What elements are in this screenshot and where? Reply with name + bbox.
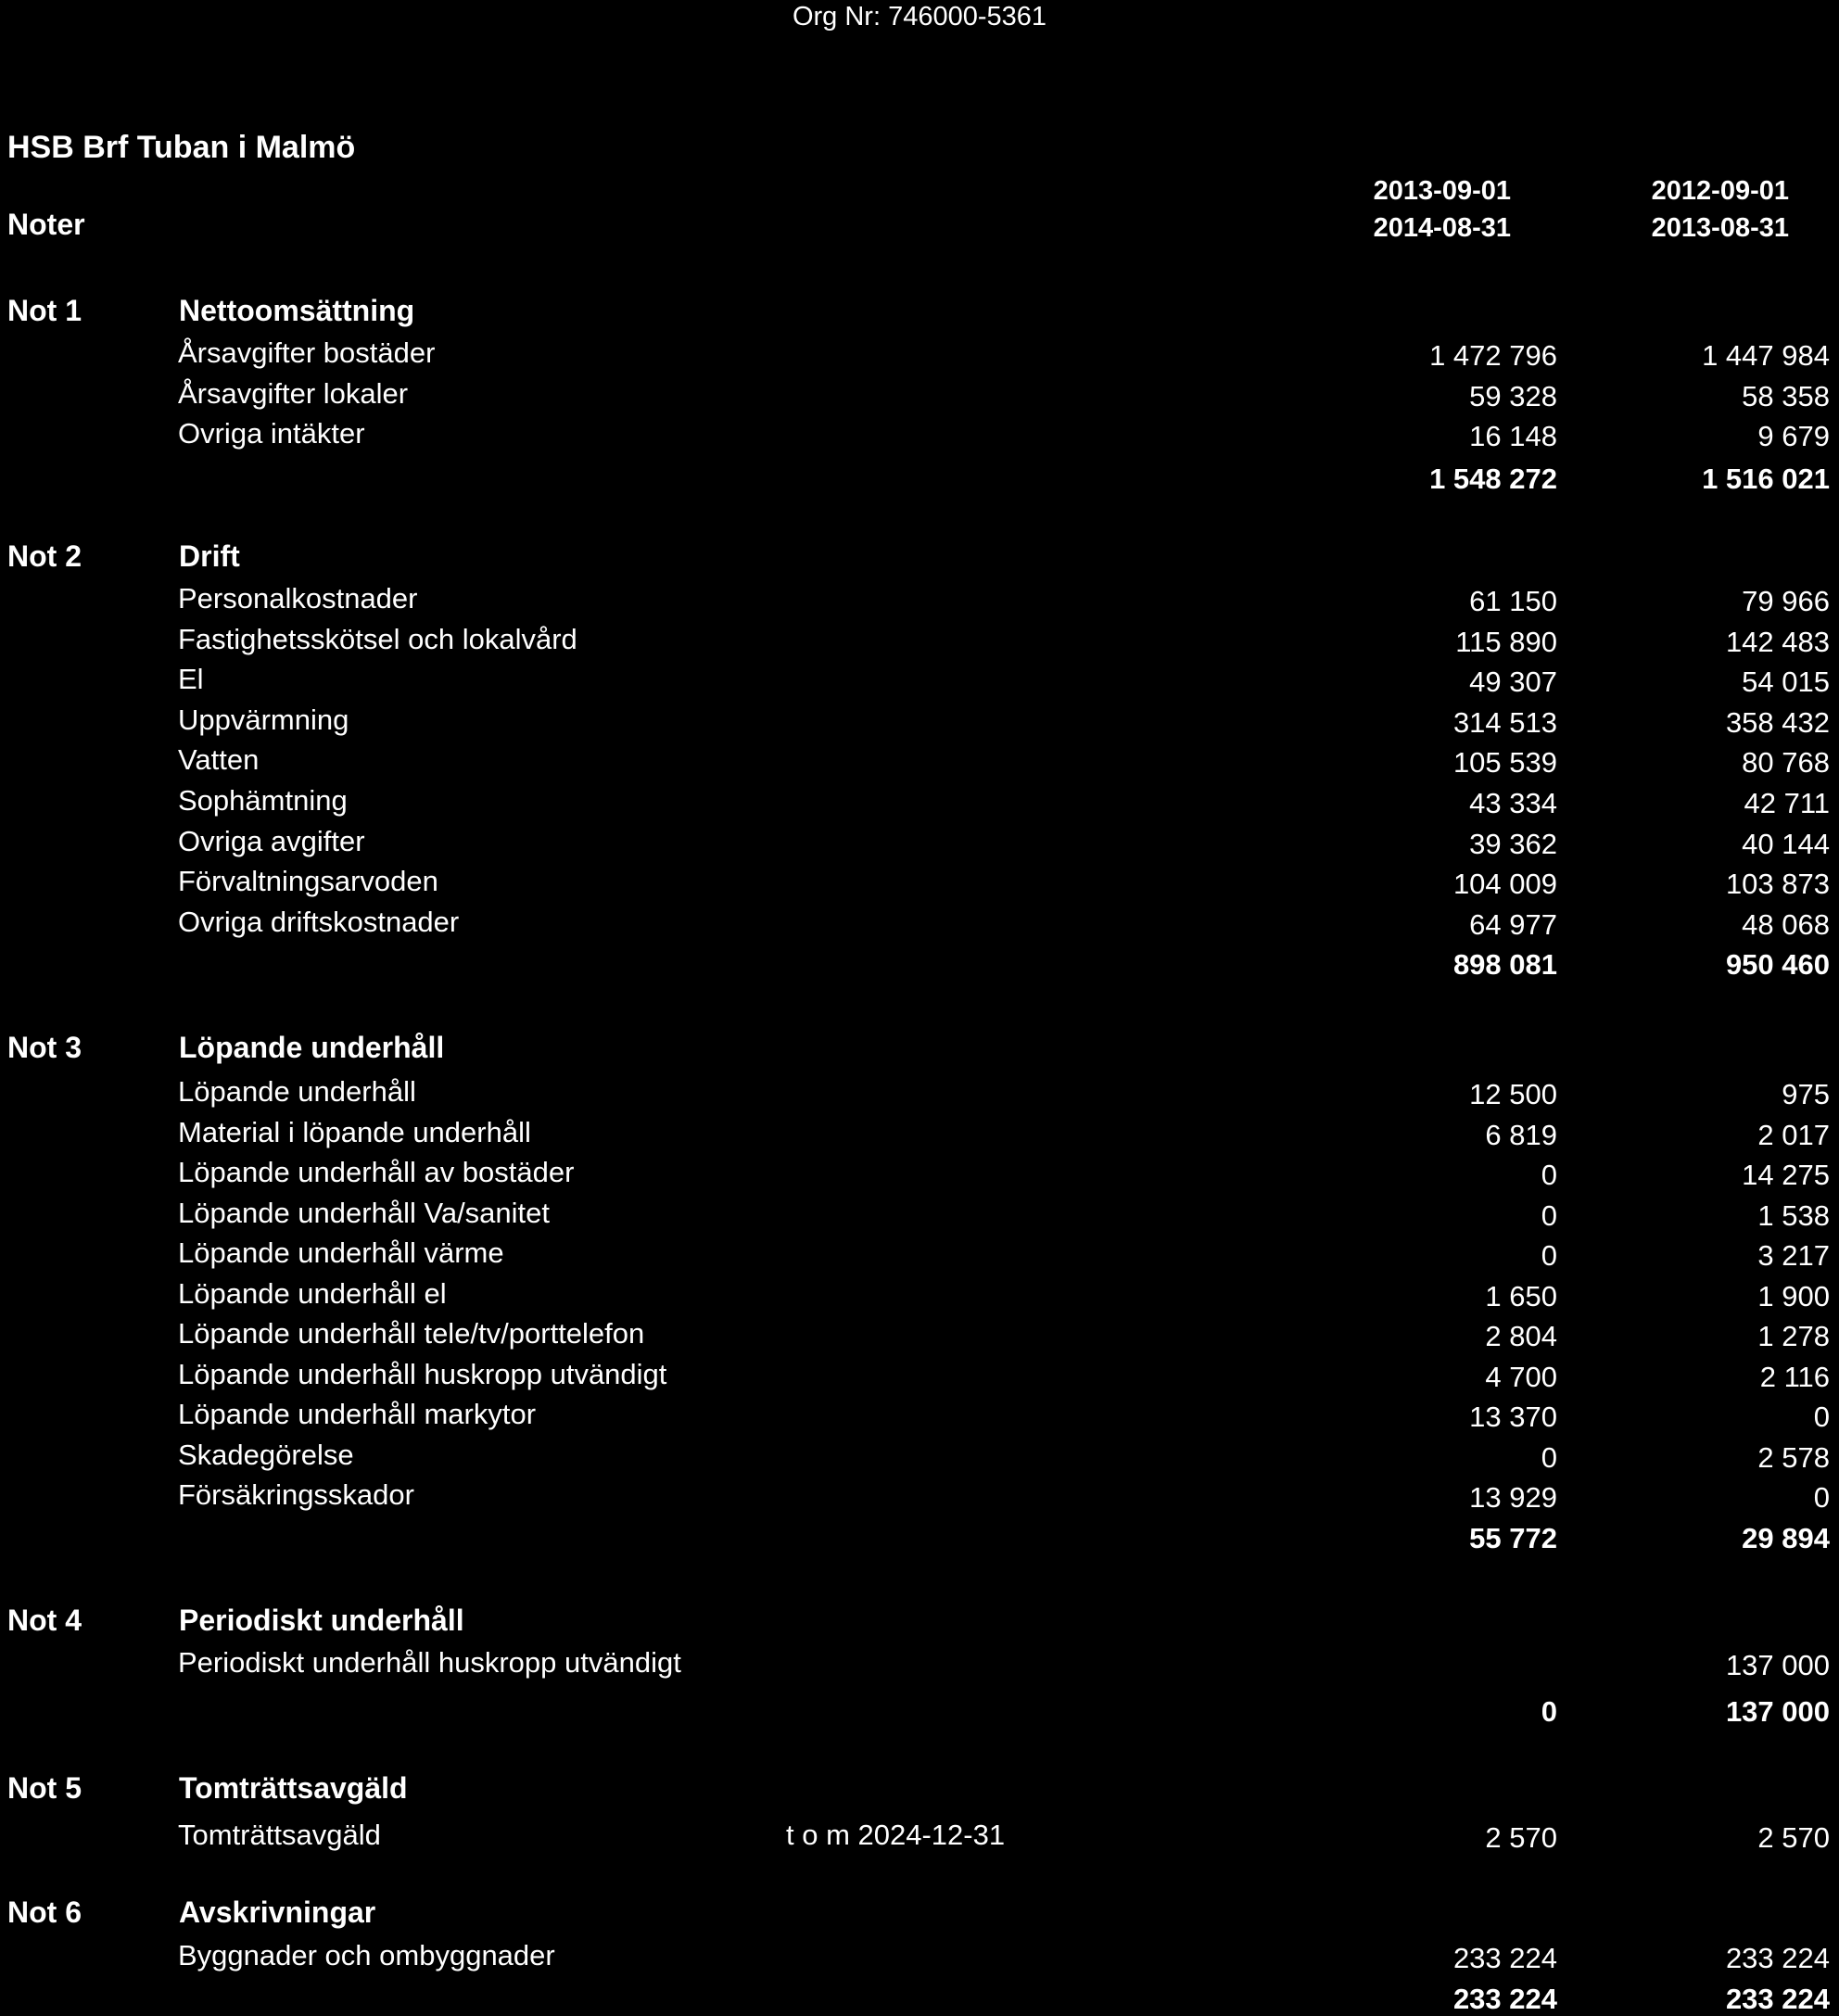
line-item-label: Personalkostnader [178,582,418,615]
line-item-label: Löpande underhåll av bostäder [178,1156,575,1188]
line-item-label: Vatten [178,743,260,777]
value-current-year: 2 570 [1485,1821,1557,1854]
line-item-label: Årsavgifter bostäder [178,336,436,369]
line-item-label: Sophämtning [178,784,348,817]
line-item-label: Löpande underhåll markytor [178,1398,537,1430]
line-item-label: Periodiskt underhåll huskropp utvändigt [178,1646,681,1679]
line-item-label: Ovriga intäkter [178,417,365,450]
value-current-year: 16 148 [1469,420,1557,453]
value-current-year: 0 [1541,1198,1557,1232]
value-current-year: 12 500 [1469,1078,1557,1110]
period-header-previous [1548,176,1789,244]
value-current-year: 43 334 [1469,787,1557,819]
value-previous-year: 0 [1813,1481,1830,1514]
value-current-year: 2 804 [1485,1320,1557,1352]
value-current-year: 61 150 [1469,585,1557,617]
value-current-year: 39 362 [1469,827,1557,860]
value-previous-year: 233 224 [1725,1942,1830,1974]
value-previous-year: 1 538 [1757,1198,1830,1232]
total-previous-year: 950 460 [1725,948,1830,981]
line-item-label: Löpande underhåll huskropp utvändigt [178,1357,667,1390]
value-previous-year: 58 358 [1742,379,1830,412]
period-previous-from: 2012-09-01 [1651,176,1789,206]
period-header-current [1270,176,1511,244]
note-heading: Löpande underhåll [179,1031,445,1064]
note-heading: Nettoomsättning [179,294,415,327]
line-item-label: Ovriga driftskostnader [178,905,460,938]
line-item-label: Tomträttsavgäld [178,1819,381,1851]
value-current-year: 13 370 [1469,1401,1557,1433]
value-previous-year: 2 578 [1757,1440,1830,1474]
note-heading: Tomträttsavgäld [179,1771,408,1805]
value-previous-year: 79 966 [1742,585,1830,617]
value-current-year: 49 307 [1469,666,1557,699]
value-previous-year: 1 447 984 [1702,339,1830,372]
value-current-year: 0 [1541,1239,1557,1272]
value-previous-year: 9 679 [1757,420,1830,453]
value-previous-year: 14 275 [1742,1159,1830,1191]
value-previous-year: 42 711 [1744,787,1830,819]
line-item-label: Uppvärmning [178,703,349,736]
value-current-year: 233 224 [1452,1942,1557,1974]
note-number: Not 2 [7,539,82,573]
period-current-to: 2014-08-31 [1373,213,1511,243]
line-item-label: Årsavgifter lokaler [178,376,409,410]
value-previous-year: 2 570 [1757,1821,1830,1854]
value-current-year: 4 700 [1485,1360,1557,1393]
value-current-year: 1 472 796 [1429,339,1557,372]
total-previous-year: 233 224 [1725,1983,1830,2015]
note-number: Not 5 [7,1771,82,1805]
value-previous-year: 1 278 [1757,1320,1830,1352]
value-previous-year: 0 [1813,1401,1830,1433]
total-current-year: 898 081 [1452,948,1557,981]
value-previous-year: 2 116 [1759,1360,1830,1393]
total-previous-year: 137 000 [1725,1695,1830,1728]
total-previous-year: 29 894 [1742,1522,1830,1554]
org-number: Org Nr: 746000-5361 [792,2,1047,32]
value-current-year: 104 009 [1452,868,1557,901]
total-previous-year: 1 516 021 [1702,463,1830,495]
company-name: HSB Brf Tuban i Malmö [7,130,356,165]
line-item-label: El [178,663,204,696]
value-current-year: 0 [1541,1440,1557,1474]
value-current-year: 105 539 [1452,746,1557,780]
value-previous-year: 3 217 [1757,1239,1830,1272]
line-item-label: Fastighetsskötsel och lokalvård [178,622,577,655]
note-heading: Drift [179,539,240,573]
note-number: Not 1 [7,294,82,327]
note-number: Not 3 [7,1031,82,1064]
note-number: Not 6 [7,1896,82,1929]
value-current-year: 115 890 [1455,625,1557,658]
value-previous-year: 358 432 [1725,705,1830,739]
line-item-label: Försäkringsskador [178,1478,414,1511]
value-previous-year: 103 873 [1725,868,1830,901]
line-item-label: Skadegörelse [178,1438,354,1471]
value-current-year: 0 [1541,1159,1557,1191]
total-current-year: 0 [1541,1695,1557,1728]
noter-label: Noter [7,208,85,241]
value-previous-year: 2 017 [1757,1118,1830,1151]
value-previous-year: 975 [1782,1078,1830,1110]
line-item-label: Ovriga avgifter [178,824,365,857]
value-current-year: 13 929 [1469,1481,1557,1514]
value-previous-year: 48 068 [1742,907,1830,941]
line-item-label: Förvaltningsarvoden [178,865,438,898]
line-item-label: Löpande underhåll värme [178,1236,504,1269]
note-heading: Avskrivningar [179,1896,376,1929]
value-previous-year: 40 144 [1742,827,1830,860]
total-current-year: 55 772 [1469,1522,1557,1554]
period-current-from: 2013-09-01 [1373,176,1511,206]
line-item-label: Löpande underhåll tele/tv/porttelefon [178,1317,645,1350]
value-previous-year: 54 015 [1742,666,1830,699]
total-current-year: 233 224 [1452,1983,1557,2015]
line-item-label: Löpande underhåll el [178,1276,447,1310]
value-current-year: 314 513 [1452,705,1557,739]
line-item-note: t o m 2024-12-31 [786,1819,1006,1851]
line-item-label: Löpande underhåll Va/sanitet [178,1196,551,1229]
value-previous-year: 80 768 [1742,746,1830,780]
value-current-year: 64 977 [1469,907,1557,941]
value-previous-year: 1 900 [1757,1279,1830,1312]
note-heading: Periodiskt underhåll [179,1604,464,1637]
value-current-year: 59 328 [1469,379,1557,412]
value-previous-year: 142 483 [1725,625,1830,658]
value-previous-year: 137 000 [1725,1649,1830,1681]
note-number: Not 4 [7,1604,82,1637]
value-current-year: 6 819 [1485,1118,1557,1151]
line-item-label: Material i löpande underhåll [178,1115,531,1148]
period-previous-to: 2013-08-31 [1651,213,1789,243]
total-current-year: 1 548 272 [1429,463,1557,495]
line-item-label: Byggnader och ombyggnader [178,1939,555,1972]
value-current-year: 1 650 [1485,1279,1557,1312]
line-item-label: Löpande underhåll [178,1075,416,1108]
